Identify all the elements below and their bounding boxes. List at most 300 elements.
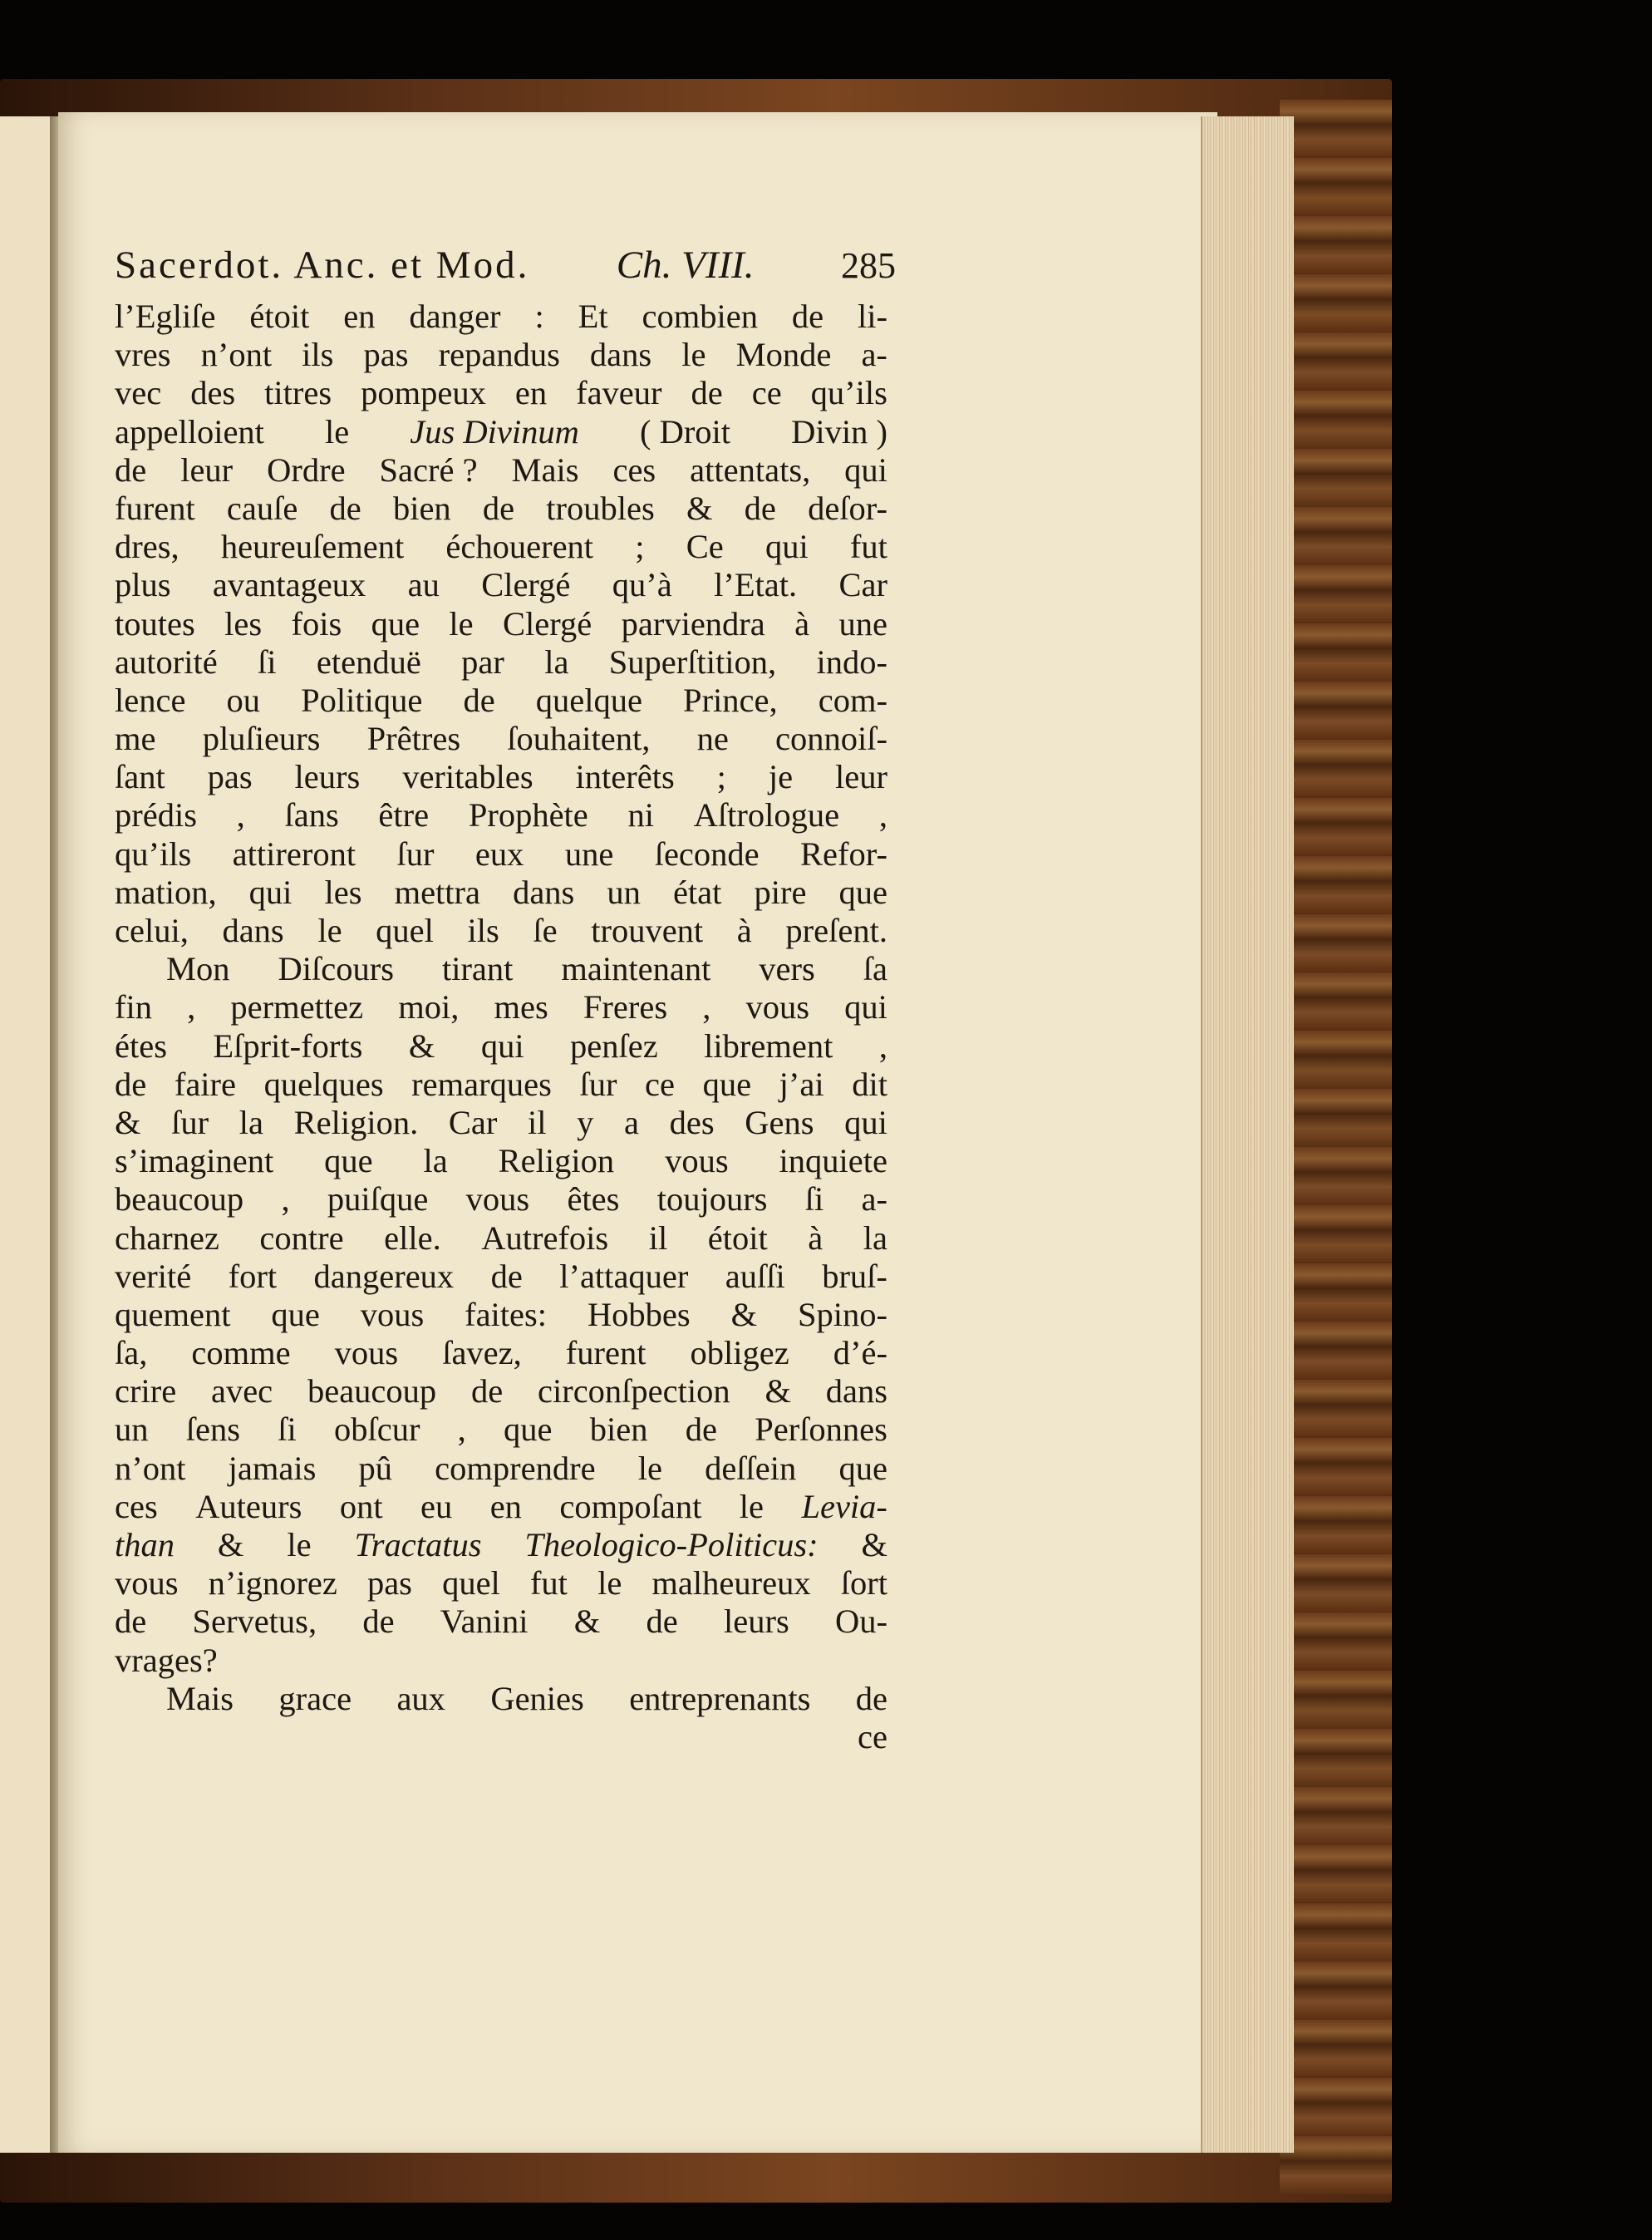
word: en [343,298,376,335]
word: étoit [249,298,310,335]
word: Prêtres [366,720,461,758]
word: ſe [533,912,558,949]
text-line [115,298,887,336]
word: fort [228,1257,278,1295]
page-header [115,243,896,293]
word: ni [627,796,654,834]
book-cover-edge [1280,100,1392,2194]
word: , [187,988,196,1026]
word: que [702,1065,752,1103]
word: une [564,834,614,873]
word: Freres [583,988,668,1026]
word: ce [645,1065,675,1103]
word: & [765,1372,791,1410]
word: n’ignorez [208,1564,337,1602]
word: avantageux [212,566,366,604]
word: preſent. [785,912,887,949]
word: fin [115,988,152,1026]
word: état [672,873,722,911]
word: bien [589,1410,648,1449]
word: moi, [398,988,460,1026]
word: & [217,1526,244,1563]
word: un [115,1410,149,1449]
word: à [808,1218,824,1257]
word: li- [857,298,887,335]
word: le [287,1526,312,1563]
word: vous [745,988,810,1026]
word: de [115,1602,147,1641]
word: maintenant [561,950,711,988]
word: Car [448,1103,498,1141]
word: com- [818,681,887,719]
text-line [115,1258,887,1296]
word: Monde [735,336,832,374]
word: le [637,1449,662,1487]
word: danger [409,298,501,335]
word: que [838,1449,887,1487]
word: titres [264,374,332,412]
word: échouerent [445,528,594,566]
word: de [691,374,723,412]
word: ſens [185,1410,240,1449]
word: de [115,450,147,489]
word: indo- [816,642,887,681]
word: Aſtrologue [693,796,840,834]
word: Spino- [797,1295,887,1333]
word: Ou- [834,1602,887,1641]
word: Ordre [267,450,346,489]
word: Servetus, [192,1602,317,1641]
word: ont [339,1487,383,1525]
word: quel [376,912,434,949]
word: dans [513,873,575,911]
word: mettra [394,873,481,911]
word: , [702,988,711,1026]
word: ce [858,1717,887,1755]
word: un [607,873,641,911]
word: aux [396,1679,445,1717]
word: pluſieurs [202,720,321,758]
word: penſez [570,1026,658,1065]
word: comme [191,1334,291,1372]
word: charnez [115,1218,219,1257]
word: elle. [384,1218,441,1257]
word: ces [612,450,656,489]
word: les [224,604,263,642]
word: que [271,1295,320,1333]
word: de [362,1602,395,1641]
word: il [648,1218,668,1257]
word: pas [366,1564,412,1602]
word: qui [844,988,887,1026]
word: circonſpection [537,1372,730,1410]
word: d’é- [833,1334,887,1372]
word: obligez [690,1334,789,1372]
word: Theologico-Politicus: [524,1526,819,1563]
word: de [463,681,495,719]
word: ils [302,336,334,374]
word: faveur [576,374,662,412]
text-line [115,1104,887,1142]
word: repandus [438,336,560,374]
word: Mais [166,1679,234,1717]
word: beaucoup [307,1372,437,1410]
word: vec [115,374,162,412]
word: fut [849,528,887,566]
word: des [669,1103,715,1141]
word: pompeux [361,374,486,412]
word: Clergé [503,604,592,642]
word: l’attaquer [559,1257,689,1295]
word: , [878,796,887,834]
word: Mais [511,450,579,489]
word: Autrefois [481,1218,609,1257]
word: ſouhaitent, [507,720,651,758]
word: auſſi [725,1257,785,1295]
word: deſor- [808,489,887,527]
text-line [115,451,887,490]
text-line [115,1526,887,1564]
text-line [115,1488,887,1526]
running-title: Sacerdot. Anc. et Mod. [115,244,530,287]
word: celui, [115,912,189,949]
word: bien [392,489,451,527]
word: parviendra [621,604,765,642]
word: puiſque [327,1180,429,1218]
text-line [115,1564,887,1602]
word: de [855,1679,887,1717]
word: lence [115,681,186,719]
word: leur [180,450,234,489]
word: Levia- [801,1487,887,1525]
word: jamais [228,1449,317,1487]
word: pû [358,1449,393,1487]
word: de [685,1410,717,1449]
word: quel [442,1564,500,1602]
word: attireront [232,834,356,873]
text-line [115,1642,887,1680]
word: vres [115,336,171,374]
word: quelque [535,681,642,719]
word: le [597,1564,622,1602]
word: Mon [166,950,230,988]
word: que [371,604,420,642]
word: pas [207,758,253,796]
word: de [470,1372,504,1410]
word: & [115,1103,141,1141]
word: qu’ils [810,374,887,412]
word: , [457,1410,466,1449]
word: s’imaginent [115,1142,274,1180]
word: faites: [465,1295,548,1333]
word: la [863,1218,887,1257]
text-line [115,874,887,912]
word: remarques [411,1065,552,1103]
word: ou [226,681,261,719]
word: étes [115,1026,167,1065]
word: inquiete [779,1142,887,1180]
word: êtes [567,1180,620,1218]
word: deſſein [705,1449,797,1487]
word: Eſprit-forts [213,1026,363,1065]
word: comprendre [435,1449,596,1487]
text-line [115,835,887,874]
text-line [115,1718,887,1756]
word: quement [115,1295,231,1333]
word: la [238,1103,263,1141]
word: dans [825,1372,887,1410]
word: ſa, [115,1334,148,1372]
word: leur [834,758,887,796]
word: la [544,642,569,681]
word: fut [529,1564,568,1602]
word: le [449,604,474,642]
page-edges [1201,116,1294,2153]
word: tirant [441,950,514,988]
text-line [115,950,887,988]
text-line [115,758,887,796]
word: ſur [579,1065,617,1103]
word: ſans [284,796,339,834]
word: etenduë [316,642,421,681]
word: j’ai [779,1065,824,1103]
text-line [115,796,887,834]
chapter-label: Ch. VIII. [616,244,755,287]
word: Diſcours [278,950,394,988]
word: ſur [171,1103,209,1141]
text-line [115,566,887,604]
text-line [115,490,887,528]
text-line [115,413,887,451]
text-line [115,374,887,412]
word: qui [765,528,809,566]
word: dans [222,912,284,949]
text-line [115,1602,887,1641]
word: qui [480,1026,524,1065]
word: Genies [490,1679,584,1717]
word: il [527,1103,547,1141]
word: à [794,604,810,642]
word: vous [465,1180,530,1218]
word: au [407,566,440,604]
word: ſi [258,642,277,681]
word: & [730,1295,758,1333]
word: attentats, [690,450,811,489]
word: a- [861,1180,887,1218]
word: compoſant [559,1487,702,1525]
word: toutes [115,604,195,642]
page-number: 285 [841,245,896,286]
word: troubles [546,489,655,527]
word: ſi [278,1410,297,1449]
word: furent [115,489,195,527]
word: vous [334,1334,399,1372]
word: qui [248,873,293,911]
text-line [115,1372,887,1410]
word: appelloient [115,412,264,450]
word: y [577,1103,594,1141]
word: & [408,1026,435,1065]
word: n’ont [200,336,273,374]
word: vrages? [115,1641,218,1679]
word: Prince, [683,681,778,719]
word: heureuſement [220,528,405,566]
word: librement [704,1026,833,1065]
word: ce [751,374,782,412]
word: le [739,1487,765,1525]
word: prédis [115,796,197,834]
text-line [115,643,887,682]
word: dans [589,336,652,374]
word: Et [578,298,608,335]
word: la [423,1142,448,1180]
word: cauſe [226,489,298,527]
word: Refor- [800,834,887,873]
word: Tractatus [354,1526,482,1563]
facing-page-edge [0,116,53,2153]
word: crire [115,1372,177,1410]
word: une [838,604,887,642]
text-line [115,1450,887,1488]
word: trouvent [591,912,704,949]
word: ſeconde [654,834,760,873]
word: quelques [263,1065,384,1103]
word: fois [291,604,342,642]
word: Jus Divinum [410,412,579,450]
word: Prophète [468,796,588,834]
word: qu’à [612,566,672,604]
word: permettez [230,988,364,1026]
word: qu’ils [115,834,192,873]
word: leurs [294,758,361,796]
text-line [115,1142,887,1180]
word: bruſ- [822,1257,887,1295]
word: , [281,1180,290,1218]
text-line [115,1027,887,1066]
word: que [504,1410,553,1449]
word: verité [115,1257,192,1295]
word: a [624,1103,639,1141]
word: n’ont [115,1449,186,1487]
word: vous [115,1564,179,1602]
word: Divin ) [791,412,887,450]
word: de [791,298,824,335]
word: toujours [656,1180,768,1218]
word: grace [278,1679,352,1717]
text-line [115,605,887,643]
word: entreprenants [629,1679,811,1717]
text-line [115,1180,887,1218]
word: vous [360,1295,425,1333]
word: de [744,489,776,527]
word: plus [115,566,171,604]
word: dit [852,1065,887,1103]
word: le [317,912,342,949]
word: Politique [301,681,423,719]
word: pire [754,873,807,911]
word: eux [474,834,524,873]
word: connoiſ- [775,720,887,758]
word: mes [494,988,548,1026]
word: le [325,412,350,450]
text-line [115,528,887,566]
text-line [115,1410,887,1449]
word: interêts [575,758,675,796]
text-line [115,1680,887,1718]
word: obſcur [333,1410,420,1449]
word: Religion [498,1142,615,1180]
text-line [115,1066,887,1104]
word: Vanini [440,1602,529,1641]
word: ces [115,1487,158,1525]
word: ( Droit [639,412,731,450]
word: ils [467,912,499,949]
word: faire [174,1065,237,1103]
word: Superſtition, [608,642,777,681]
word: & [573,1602,601,1641]
word: Sacré ? [379,450,478,489]
word: de [329,489,361,527]
word: Gens [745,1103,814,1141]
word: le [681,336,706,374]
word: ; [716,758,726,796]
word: en [489,1487,522,1525]
word: & [861,1526,887,1563]
word: , [236,796,245,834]
word: ; [635,528,645,566]
body-text [115,298,887,1756]
text-line [115,988,887,1026]
word: ne [696,720,729,758]
word: & [686,489,713,527]
word: me [115,720,156,758]
word: Clergé [481,566,571,604]
word: je [768,758,794,796]
word: autorité [115,642,218,681]
text-line [115,336,887,374]
word: qui [844,450,887,489]
text-line [115,682,887,720]
word: par [461,642,504,681]
word: vous [665,1142,729,1180]
word: veritables [402,758,533,796]
word: ſa [863,950,887,988]
word: Hobbes [587,1295,691,1333]
text-line [115,1219,887,1258]
word: avec [210,1372,273,1410]
word: de [490,1257,523,1295]
word: dres, [115,528,179,566]
text-line [115,912,887,950]
word: de [115,1065,147,1103]
word: Perſonnes [755,1410,887,1449]
word: furent [565,1334,647,1372]
word: Religion. [293,1103,419,1141]
word: combien [642,298,758,335]
text-line [115,1296,887,1334]
word: que [838,873,887,911]
word: de [646,1602,678,1641]
word: des [190,374,236,412]
word: ſant [115,758,165,796]
word: than [115,1526,175,1563]
word: pas [363,336,409,374]
word: mation, [115,873,217,911]
word: vers [759,950,815,988]
word: ſur [396,834,435,873]
word: être [378,796,430,834]
word: Car [838,566,887,604]
